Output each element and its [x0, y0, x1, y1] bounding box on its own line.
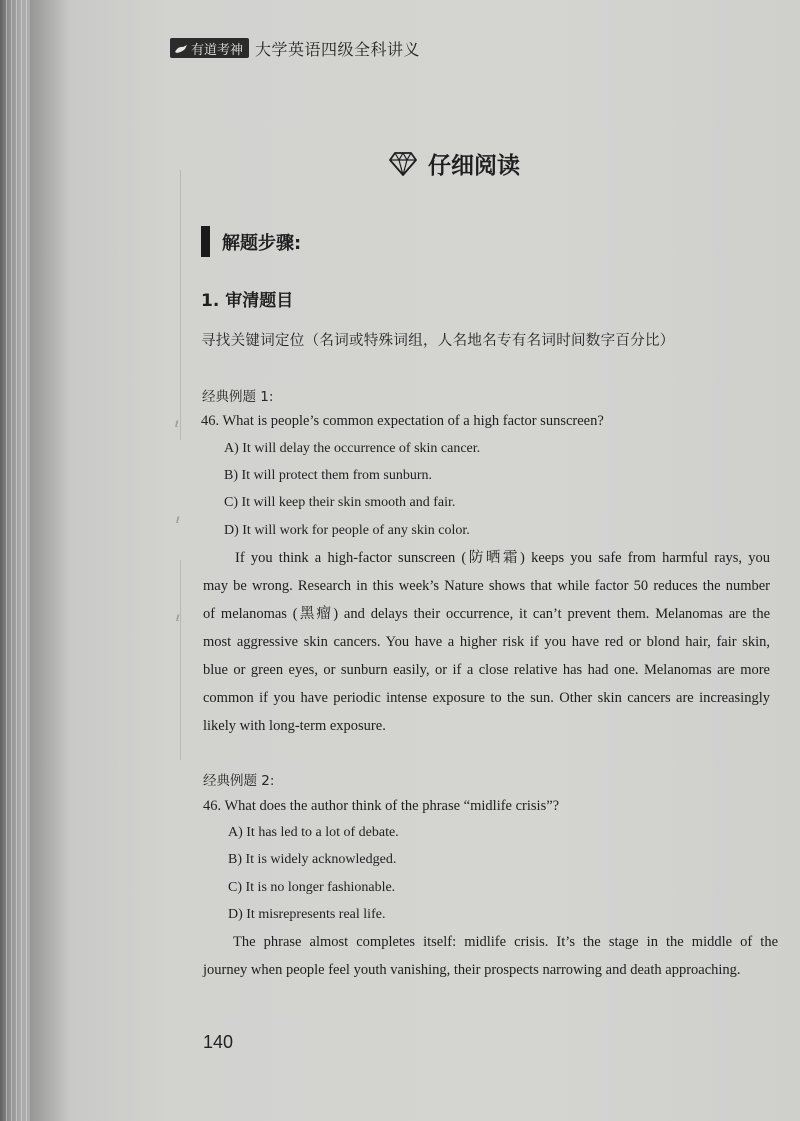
example-2-option-b: B) It is widely acknowledged. — [228, 852, 397, 867]
brand-badge — [170, 38, 249, 58]
running-header — [170, 37, 420, 59]
example-1-passage — [203, 544, 770, 740]
diamond-icon — [388, 151, 418, 177]
section-title-text: 仔细阅读 — [428, 153, 520, 179]
margin-rule — [180, 170, 181, 440]
passage-line: of melanomas (黑瘤) and delays their occurrence, it can’t prevent them. Melanomas are the — [203, 606, 770, 622]
margin-mark: ℓ — [175, 420, 179, 430]
example-2-passage — [203, 928, 778, 984]
example-1-option-c: C) It will keep their skin smooth and fair. — [224, 495, 456, 510]
steps-heading-text: 解题步骤: — [222, 232, 302, 254]
lamp-icon — [174, 41, 188, 55]
passage-line: most aggressive skin cancers. You have a higher risk if you have red or blond hair, fair skin, — [203, 634, 770, 650]
example-1-label: 经典例题 1: — [202, 389, 274, 405]
example-1-option-a: A) It will delay the occurrence of skin cancer. — [224, 441, 481, 456]
margin-mark: ℓ — [176, 516, 180, 526]
heading-bar — [201, 226, 210, 257]
example-1-question: 46. What is people’s common expectation of a high factor sunscreen? — [201, 413, 604, 429]
spine-shadow — [30, 0, 70, 1121]
passage-line: may be wrong. Research in this week’s Nature shows that while factor 50 reduces the number — [203, 578, 770, 594]
passage-line: The phrase almost completes itself: midlife crisis. It’s the stage in the middle of the — [233, 934, 778, 950]
step-1-description: 寻找关键词定位（名词或特殊词组，人名地名专有名词时间数字百分比） — [201, 333, 675, 349]
example-2-question: 46. What does the author think of the phrase “midlife crisis”? — [203, 798, 560, 814]
example-2-label: 经典例题 2: — [203, 773, 275, 789]
section-title — [388, 147, 520, 180]
margin-rule — [180, 560, 181, 760]
step-1-title: 1. 审清题目 — [201, 291, 294, 311]
page-number: 140 — [203, 1032, 234, 1052]
margin-mark: ℓ — [176, 614, 180, 624]
passage-line: common if you have periodic intense exposure to the sun. Other skin cancers are increasingly — [203, 690, 770, 706]
passage-line: blue or green eyes, or sunburn easily, or if a close relative has had one. Melanomas are more — [203, 662, 770, 678]
brand-name: 有道考神 — [191, 42, 244, 58]
passage-line: journey when people feel youth vanishing, their prospects narrowing and death approaching. — [203, 962, 741, 978]
book-title: 大学英语四级全科讲义 — [255, 39, 421, 59]
steps-heading — [201, 226, 301, 257]
passage-line: likely with long-term exposure. — [203, 718, 386, 734]
example-2-option-a: A) It has led to a lot of debate. — [228, 825, 399, 840]
example-2-option-c: C) It is no longer fashionable. — [228, 880, 396, 895]
passage-line: If you think a high-factor sunscreen (防晒霜) keeps you safe from harmful rays, you — [235, 550, 770, 566]
example-2-option-d: D) It misrepresents real life. — [228, 907, 386, 922]
example-1-option-d: D) It will work for people of any skin color. — [224, 523, 470, 538]
example-1-option-b: B) It will protect them from sunburn. — [224, 468, 433, 483]
